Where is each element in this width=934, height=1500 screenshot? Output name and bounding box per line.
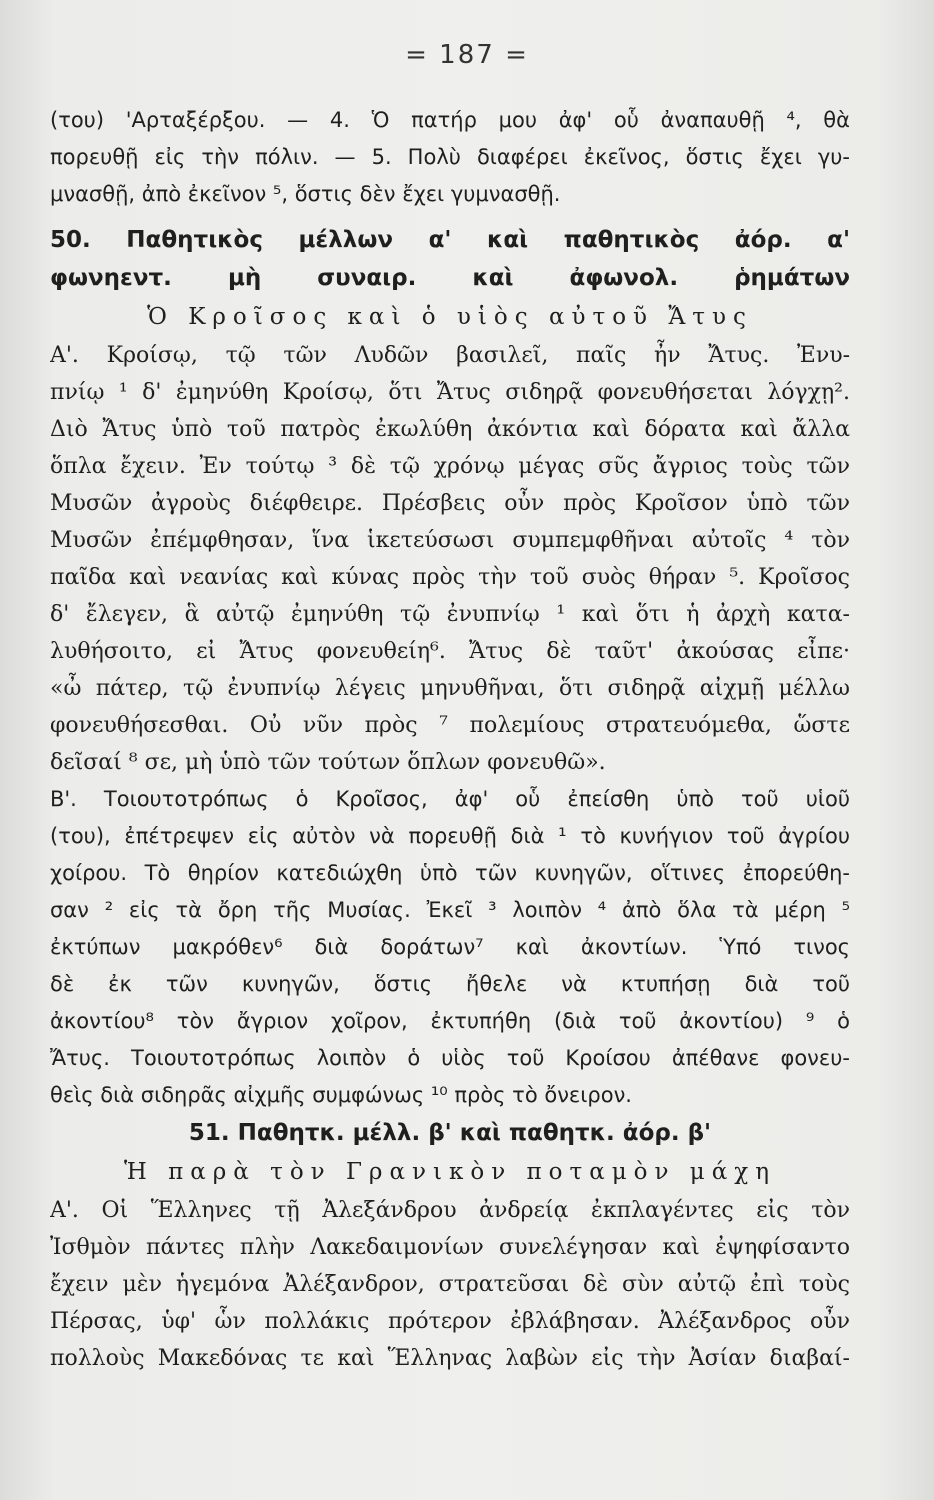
text-line: σαν ² εἰς τὰ ὄρη τῆς Μυσίας. Ἐκεῖ ³ λοιπὸν ⁴ ἀπὸ ὅλα τὰ μέρη ⁵: [50, 898, 850, 922]
page-number: = 187 =: [405, 40, 529, 70]
section-1: [50, 102, 850, 213]
text-line: ἀκοντίου⁸ τὸν ἄγριον χοῖρον, ἐκτυπήθη (διὰ τοῦ ἀκοντίου) ⁹ ὁ: [50, 1009, 850, 1033]
text-line: Μυσῶν ἀγροὺς διέφθειρε. Πρέσβεις οὖν πρὸς Κροῖσον ὑπὸ τῶν: [50, 491, 850, 516]
text-line: ἔχειν μὲν ἡγεμόνα Ἀλέξανδρον, στρατεῦσαι δὲ σὺν αὐτῷ ἐπὶ τοὺς: [50, 1272, 850, 1297]
story-title: Ὁ Κροῖσος καὶ ὁ υἱὸς αὐτοῦ Ἄτυς: [147, 304, 753, 330]
text-line: (του) 'Αρταξέρξου. — 4. Ὁ πατήρ μου ἀφ' οὗ ἀναπαυθῇ ⁴, θὰ: [50, 108, 850, 132]
text-line: Ἰσθμὸν πάντες πλὴν Λακεδαιμονίων συνελέγησαν καὶ ἐψηφίσαντο: [50, 1235, 850, 1260]
text-line: Β'. Τοιουτοτρόπως ὁ Κροῖσος, ἀφ' οὗ ἐπείσθη ὑπὸ τοῦ υἱοῦ: [50, 787, 850, 811]
text-line: Πέρσας, ὑφ' ὧν πολλάκις πρότερον ἐβλάβησαν. Ἀλέξανδρος οὖν: [50, 1309, 850, 1334]
text-line: φονευθήσεσθαι. Οὐ νῦν πρὸς ⁷ πολεμίους στρατευόμεθα, ὥστε: [50, 713, 850, 738]
page-text: [50, 102, 850, 1377]
text-line: μνασθῇ, ἀπὸ ἐκεῖνον ⁵, ὅστις δὲν ἔχει γυμνασθῇ.: [50, 182, 561, 206]
text-line: Μυσῶν ἐπέμφθησαν, ἵνα ἱκετεύσωσι συμπεμφθῆναι αὐτοῖς ⁴ τὸν: [50, 528, 850, 553]
text-line: δὲ ἐκ τῶν κυνηγῶν, ὅστις ἤθελε νὰ κτυπήσῃ διὰ τοῦ: [50, 972, 850, 996]
text-line: δεῖσαί ⁸ σε, μὴ ὑπὸ τῶν τούτων ὅπλων φονευθῶ».: [50, 750, 606, 775]
text-line: λυθήσοιτο, εἰ Ἄτυς φονευθείη⁶. Ἄτυς δὲ ταῦτ' ἀκούσας εἶπε·: [50, 639, 850, 664]
text-line: Διὸ Ἄτυς ὑπὸ τοῦ πατρὸς ἐκωλύθη ἀκόντια καὶ δόρατα καὶ ἄλλα: [50, 417, 850, 442]
text-line: (του), ἐπέτρεψεν εἰς αὐτὸν νὰ πορευθῇ διὰ ¹ τὸ κυνήγιον τοῦ ἀγρίου: [50, 824, 850, 848]
text-line: ἐκτύπων μακρόθεν⁶ διὰ δοράτων⁷ καὶ ἀκοντίων. Ὑπό τινος: [50, 935, 850, 959]
text-line: Α'. Κροίσῳ, τῷ τῶν Λυδῶν βασιλεῖ, παῖς ἦν Ἄτυς. Ἐνυ-: [50, 343, 850, 368]
text-line: Α'. Οἱ Ἕλληνες τῇ Ἀλεξάνδρου ἀνδρείᾳ ἐκπλαγέντες εἰς τὸν: [50, 1198, 850, 1223]
section-heading: φωνηεντ. μὴ συναιρ. καὶ ἀφωνολ. ῥημάτων: [50, 265, 850, 291]
text-line: πορευθῇ εἰς τὴν πόλιν. — 5. Πολὺ διαφέρει ἐκεῖνος, ὅστις ἔχει γυ-: [50, 145, 850, 169]
section-51: [50, 1114, 850, 1377]
section-50: [50, 221, 850, 1114]
text-line: παῖδα καὶ νεανίας καὶ κύνας πρὸς τὴν τοῦ συὸς θήραν ⁵. Κροῖσος: [50, 565, 850, 590]
text-line: χοίρου. Τὸ θηρίον κατεδιώχθη ὑπὸ τῶν κυνηγῶν, οἵτινες ἐπορεύθη-: [50, 861, 850, 885]
text-line: πνίῳ ¹ δ' ἐμηνύθη Κροίσῳ, ὅτι Ἄτυς σιδηρᾷ φονευθήσεται λόγχῃ².: [50, 380, 850, 405]
section-heading: 50. Παθητικὸς μέλλων α' καὶ παθητικὸς ἀόρ. α': [50, 227, 850, 253]
text-line: πολλοὺς Μακεδόνας τε καὶ Ἕλληνας λαβὼν εἰς τὴν Ἀσίαν διαβαί-: [50, 1346, 850, 1371]
text-line: δ' ἔλεγεν, ἃ αὐτῷ ἐμηνύθη τῷ ἐνυπνίῳ ¹ καὶ ὅτι ἡ ἀρχὴ κατα-: [50, 602, 850, 627]
text-line: «ὦ πάτερ, τῷ ἐνυπνίῳ λέγεις μηνυθῆναι, ὅτι σιδηρᾷ αἰχμῇ μέλλω: [50, 676, 850, 701]
text-line: θεὶς διὰ σιδηρᾶς αἰχμῆς συμφώνως ¹⁰ πρὸς τὸ ὄνειρον.: [50, 1083, 632, 1107]
story-title: Ἡ παρὰ τὸν Γρανικὸν ποταμὸν μάχη: [123, 1159, 777, 1185]
text-line: Ἄτυς. Τοιουτοτρόπως λοιπὸν ὁ υἱὸς τοῦ Κροίσου ἀπέθανε φονευ-: [50, 1046, 850, 1070]
section-heading: 51. Παθητκ. μέλλ. β' καὶ παθητκ. ἀόρ. β': [188, 1120, 712, 1146]
text-line: ὅπλα ἔχειν. Ἐν τούτῳ ³ δὲ τῷ χρόνῳ μέγας σῦς ἄγριος τοὺς τῶν: [50, 454, 850, 479]
